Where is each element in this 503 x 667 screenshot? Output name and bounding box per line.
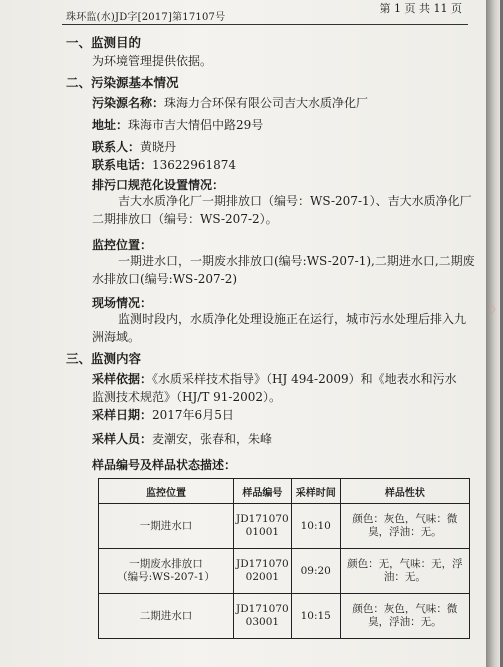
cell-properties: 颜色：灰色，气味：微 臭，浮油：无。 [340,504,469,549]
sampling-basis-label: 采样依据： [92,372,153,386]
section-title-content: 三、监测内容 [66,351,142,366]
col-header-properties: 样品性状 [340,479,469,504]
cell-properties: 颜色：灰色，气味：微 臭，浮油：无。 [340,594,469,639]
col-header-time: 采样时间 [291,479,340,504]
sampling-basis-line2: 监测技术规范》（HJ/T 91-2002）。 [92,390,282,404]
sampling-date-value: 2017年6月5日 [152,408,234,422]
sampling-date-line [92,408,234,422]
outlet-label: 排污口规范化设置情况： [92,178,225,192]
phone-line [92,158,236,172]
monitor-position-line1: 一期进水口，一期废水排放口(编号:WS-207-1),二期进水口,二期废 [118,254,475,268]
site-condition-label: 现场情况： [92,296,153,310]
outlet-text-line2: 二期排放口（编号：WS-207-2）。 [92,212,278,226]
cell-sample-id: JD171070 01001 [234,504,292,549]
table-row [99,549,470,594]
sampling-staff-label: 采样人员： [92,432,153,446]
table-row [99,504,470,549]
phone-label: 联系电话： [92,158,153,172]
contact-value: 黄晓丹 [140,140,177,154]
document-number: 珠环监(水)JD字[2017]第17107号 [66,12,226,23]
contact-label: 联系人： [92,140,141,154]
address-value: 珠海市吉大情侣中路29号 [128,118,264,132]
samples-label: 样品编号及样品状态描述： [92,458,237,472]
sampling-staff-line [92,432,272,446]
address-line [92,118,263,132]
page-number: 第 1 页 共 11 页 [379,2,462,15]
section-title-source: 二、污染源基本情况 [66,75,179,90]
cell-position: 二期进水口 [99,594,234,639]
sampling-staff-value: 麦潮安，张春和，朱峰 [152,432,273,446]
outlet-text-line1: 吉大水质净化厂一期排放口（编号：WS-207-1）、吉大水质净化厂 [118,194,472,208]
cell-time: 10:10 [291,504,340,549]
source-name-value: 珠海力合环保有限公司吉大水质净化厂 [164,96,369,110]
cell-properties: 颜色：无，气味：无，浮 油：无。 [340,549,469,594]
site-condition-line2: 洲海域。 [92,330,141,344]
source-name-label: 污染源名称： [92,96,165,110]
phone-value: 13622961874 [152,158,236,172]
cell-sample-id: JD171070 03001 [234,594,292,639]
source-name-line [92,96,368,110]
cell-position: 一期废水排放口 （编号:WS-207-1） [99,549,234,594]
page-edge [486,0,503,667]
cell-position: 一期进水口 [99,504,234,549]
table-row [99,594,470,639]
sample-table [98,478,470,639]
contact-line [92,140,176,154]
cell-time: 09:20 [291,549,340,594]
col-header-position: 监控位置 [99,479,234,504]
sampling-date-label: 采样日期： [92,408,153,422]
header-rule [62,24,468,25]
site-condition-line1: 监测时段内，水质净化处理设施正在运行，城市污水处理后排入九 [118,312,467,326]
cell-time: 10:15 [291,594,340,639]
sampling-basis-value: 《水质采样技术指导》（HJ 494-2009）和《地表水和污水 [152,372,457,386]
cell-sample-id: JD171070 02001 [234,549,292,594]
col-header-sample-id: 样品编号 [234,479,292,504]
section-title-purpose: 一、监测目的 [66,35,142,50]
purpose-text: 为环境管理提供依据。 [92,54,213,68]
sampling-basis-line1 [92,372,457,386]
address-label: 地址： [92,118,129,132]
monitor-position-line2: 水排放口(编号:WS-207-2) [92,272,238,286]
edge-mark-icon: 〉 [489,303,503,319]
monitor-position-label: 监控位置： [92,238,153,252]
table-header-row [99,479,470,504]
